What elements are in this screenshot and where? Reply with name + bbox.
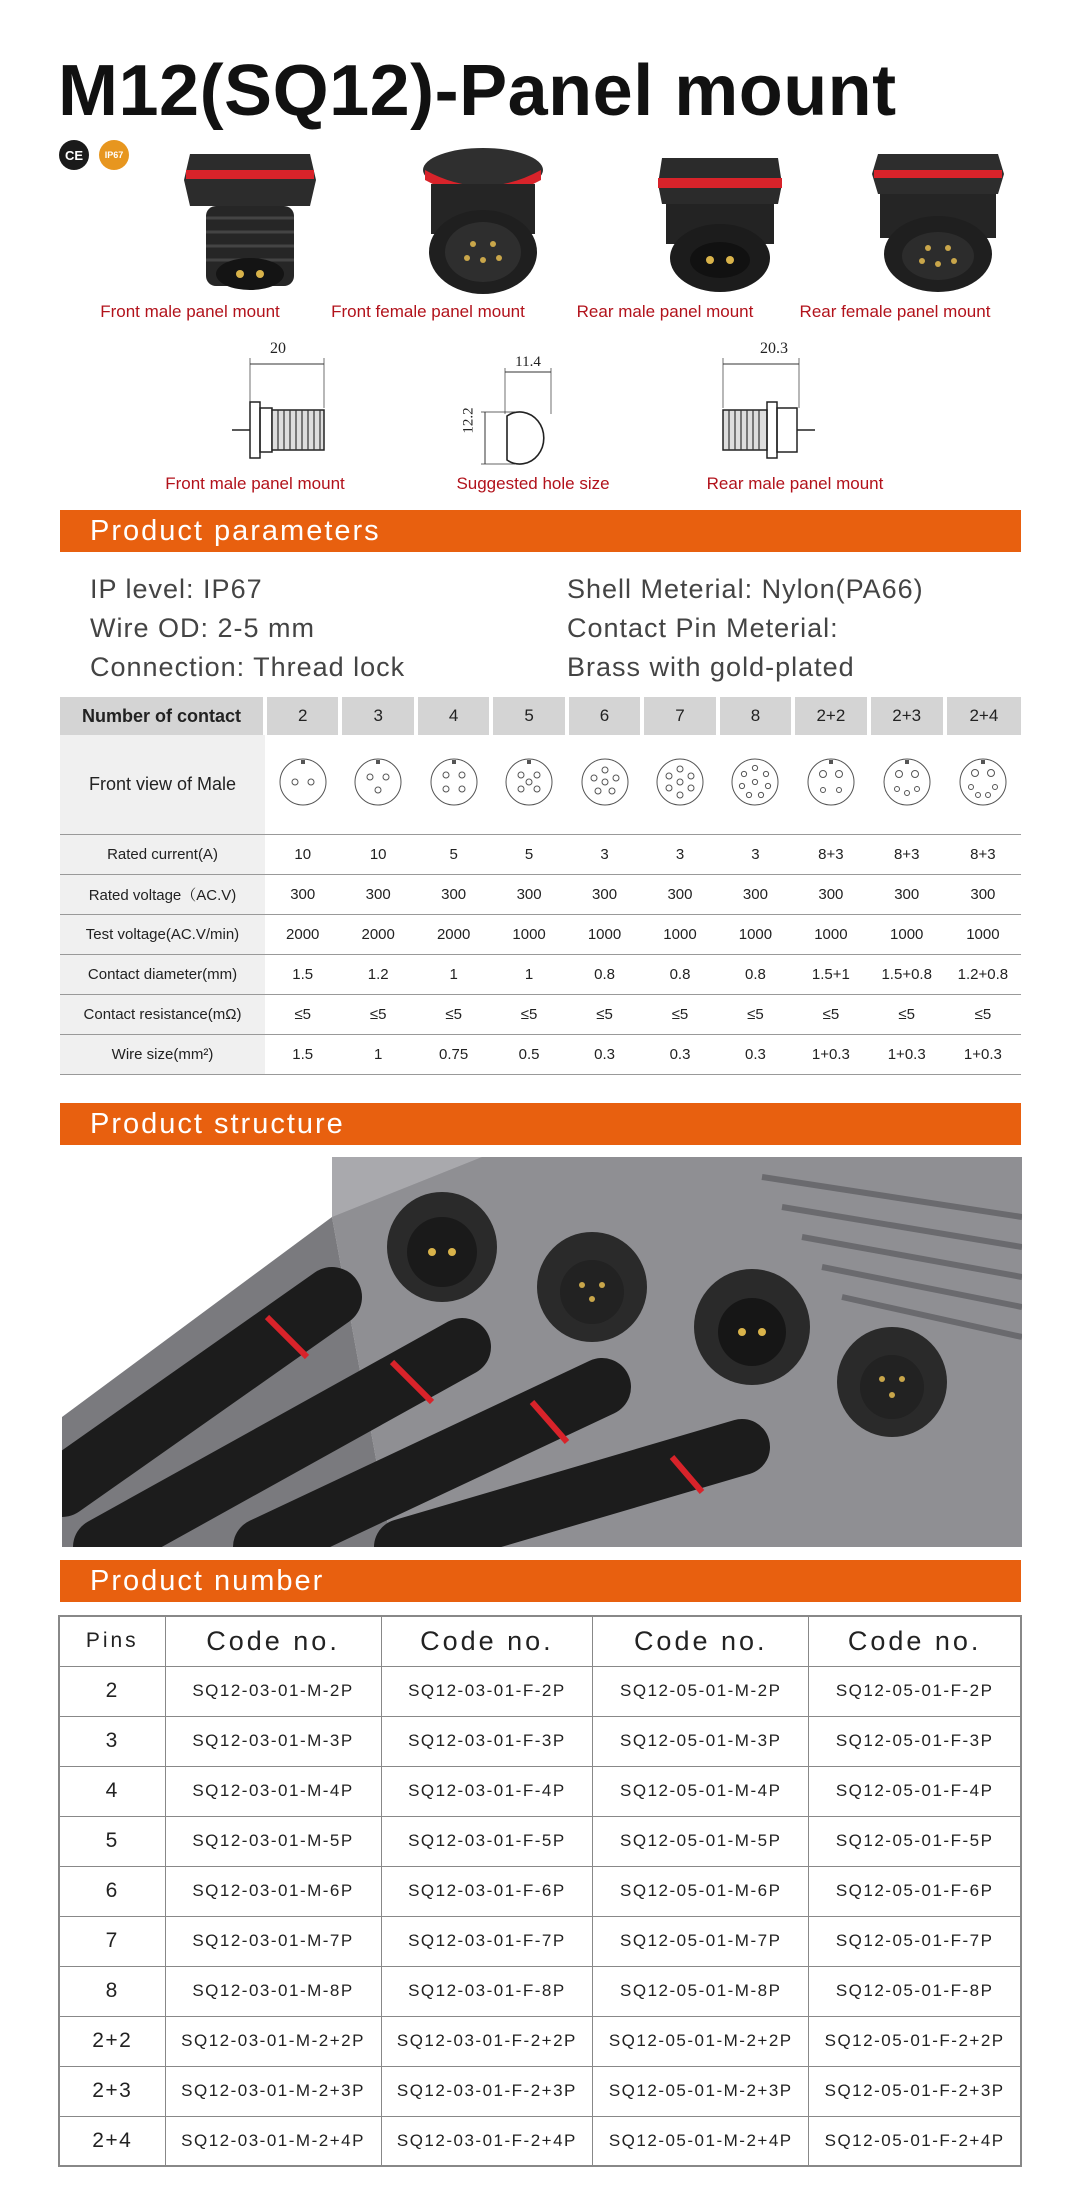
- code-cell: SQ12-03-01-M-6P: [165, 1866, 381, 1916]
- code-cell: SQ12-05-01-M-2+3P: [593, 2066, 809, 2116]
- code-cell: SQ12-05-01-F-2+2P: [809, 2016, 1021, 2066]
- spec-cell: 1000: [945, 914, 1021, 954]
- spec-cell: 1.5+1: [793, 954, 868, 994]
- spec-cell: ≤5: [793, 994, 868, 1034]
- table-row: [59, 1866, 1021, 1916]
- pin-layout-icon: [416, 735, 491, 834]
- pin-layout-icon: [642, 735, 717, 834]
- table-row: [59, 2016, 1021, 2066]
- caption-rear-female: Rear female panel mount: [799, 302, 991, 321]
- code-cell: SQ12-03-01-F-2+4P: [381, 2116, 593, 2166]
- spec-cell: ≤5: [491, 994, 566, 1034]
- code-cell: SQ12-05-01-F-2+4P: [809, 2116, 1021, 2166]
- spec-cell: 1: [491, 954, 566, 994]
- hole-height-label: 12.2: [460, 407, 477, 434]
- code-cell: SQ12-03-01-F-8P: [381, 1966, 593, 2016]
- spec-row: [60, 914, 1021, 954]
- product-structure-image: [62, 1157, 1022, 1547]
- pin-layout-icon: [567, 735, 642, 834]
- param-wire-od: Wire OD: 2-5 mm: [90, 613, 316, 643]
- table-row: [59, 2066, 1021, 2116]
- pin-count-cell: 7: [59, 1916, 165, 1966]
- pin-layout-icon: [265, 735, 340, 834]
- table-row: [59, 1816, 1021, 1866]
- product-parameters-heading: Product parameters: [60, 510, 1021, 552]
- front-male-panel-mount-image: [170, 140, 330, 300]
- spec-cell: 300: [567, 874, 642, 914]
- front-view-label: Front view of Male: [60, 735, 265, 834]
- spec-cell: 2000: [416, 914, 491, 954]
- code-cell: SQ12-03-01-F-7P: [381, 1916, 593, 1966]
- spec-cell: 0.3: [642, 1034, 717, 1074]
- code-header: Code no.: [381, 1616, 593, 1666]
- pin-layout-icon: [869, 735, 945, 834]
- spec-cell: 300: [945, 874, 1021, 914]
- code-cell: SQ12-03-01-F-6P: [381, 1866, 593, 1916]
- spec-cell: 8+3: [869, 834, 945, 874]
- table-row: [59, 1966, 1021, 2016]
- spec-row-label: Contact resistance(mΩ): [60, 994, 265, 1034]
- spec-cell: 300: [793, 874, 868, 914]
- pin-count-cell: 8: [59, 1966, 165, 2016]
- pin-count-cell: 3: [59, 1716, 165, 1766]
- ip67-badge: IP67: [99, 140, 129, 170]
- front-male-drawing: [222, 340, 332, 480]
- front-view-row: [60, 735, 1021, 834]
- spec-cell: ≤5: [945, 994, 1021, 1034]
- spec-header-row: [60, 697, 1021, 735]
- pin-layout-icon: [340, 735, 415, 834]
- spec-cell: 0.8: [718, 954, 793, 994]
- spec-cell: 10: [340, 834, 415, 874]
- spec-row: [60, 874, 1021, 914]
- spec-cell: 1.5: [265, 1034, 340, 1074]
- page-title: M12(SQ12)-Panel mount: [58, 51, 897, 131]
- code-cell: SQ12-05-01-M-8P: [593, 1966, 809, 2016]
- spec-cell: 3: [567, 834, 642, 874]
- spec-cell: 1000: [491, 914, 566, 954]
- pin-layout-icon: [945, 735, 1021, 834]
- product-structure-heading: Product structure: [60, 1103, 1021, 1145]
- table-row: [59, 2116, 1021, 2166]
- code-cell: SQ12-05-01-F-6P: [809, 1866, 1021, 1916]
- spec-cell: 8+3: [793, 834, 868, 874]
- spec-cell: 2000: [265, 914, 340, 954]
- contact-count: 6: [567, 697, 642, 735]
- caption-drawing-front-male: Front male panel mount: [165, 474, 345, 493]
- spec-cell: 10: [265, 834, 340, 874]
- contact-count: 5: [491, 697, 566, 735]
- contact-count: 7: [642, 697, 717, 735]
- pin-count-cell: 2: [59, 1666, 165, 1716]
- code-cell: SQ12-05-01-M-4P: [593, 1766, 809, 1816]
- spec-cell: 1+0.3: [869, 1034, 945, 1074]
- pin-count-cell: 6: [59, 1866, 165, 1916]
- spec-row-label: Wire size(mm²): [60, 1034, 265, 1074]
- code-cell: SQ12-05-01-M-3P: [593, 1716, 809, 1766]
- spec-cell: 8+3: [945, 834, 1021, 874]
- spec-cell: ≤5: [869, 994, 945, 1034]
- caption-front-male: Front male panel mount: [100, 302, 280, 321]
- spec-row: [60, 954, 1021, 994]
- spec-cell: 1.5: [265, 954, 340, 994]
- code-cell: SQ12-05-01-M-7P: [593, 1916, 809, 1966]
- spec-cell: ≤5: [340, 994, 415, 1034]
- pin-count-cell: 2+4: [59, 2116, 165, 2166]
- code-cell: SQ12-03-01-F-2+2P: [381, 2016, 593, 2066]
- code-cell: SQ12-05-01-F-4P: [809, 1766, 1021, 1816]
- code-cell: SQ12-03-01-M-2+4P: [165, 2116, 381, 2166]
- pin-count-cell: 5: [59, 1816, 165, 1866]
- code-cell: SQ12-03-01-M-8P: [165, 1966, 381, 2016]
- spec-cell: 300: [869, 874, 945, 914]
- code-cell: SQ12-05-01-M-2+4P: [593, 2116, 809, 2166]
- spec-cell: 1.5+0.8: [869, 954, 945, 994]
- spec-cell: 1: [416, 954, 491, 994]
- spec-cell: ≤5: [642, 994, 717, 1034]
- code-cell: SQ12-03-01-M-5P: [165, 1816, 381, 1866]
- spec-cell: 2000: [340, 914, 415, 954]
- code-cell: SQ12-05-01-M-5P: [593, 1816, 809, 1866]
- code-cell: SQ12-03-01-F-2P: [381, 1666, 593, 1716]
- spec-cell: 0.5: [491, 1034, 566, 1074]
- spec-cell: ≤5: [567, 994, 642, 1034]
- caption-rear-male: Rear male panel mount: [576, 302, 754, 321]
- code-cell: SQ12-03-01-M-2+3P: [165, 2066, 381, 2116]
- code-cell: SQ12-03-01-M-7P: [165, 1916, 381, 1966]
- ce-badge: CE: [59, 140, 89, 170]
- pin-count-cell: 4: [59, 1766, 165, 1816]
- hole-width-label: 11.4: [515, 354, 541, 370]
- pins-header: Pins: [59, 1616, 165, 1666]
- pin-count-cell: 2+3: [59, 2066, 165, 2116]
- spec-cell: 1000: [567, 914, 642, 954]
- caption-drawing-rear-male: Rear male panel mount: [706, 474, 884, 493]
- spec-cell: 0.3: [567, 1034, 642, 1074]
- pin-count-cell: 2+2: [59, 2016, 165, 2066]
- spec-cell: ≤5: [265, 994, 340, 1034]
- front-female-panel-mount-image: [403, 140, 563, 300]
- code-cell: SQ12-03-01-F-5P: [381, 1816, 593, 1866]
- spec-cell: 1.2+0.8: [945, 954, 1021, 994]
- code-header: Code no.: [165, 1616, 381, 1666]
- code-cell: SQ12-05-01-F-8P: [809, 1966, 1021, 2016]
- spec-table: [60, 697, 1021, 1075]
- contact-count: 3: [340, 697, 415, 735]
- code-cell: SQ12-05-01-M-2+2P: [593, 2016, 809, 2066]
- code-cell: SQ12-05-01-F-5P: [809, 1816, 1021, 1866]
- product-number-table: [58, 1615, 1022, 2167]
- table-row: [59, 1666, 1021, 1716]
- rear-female-panel-mount-image: [858, 140, 1018, 300]
- code-cell: SQ12-05-01-F-2P: [809, 1666, 1021, 1716]
- code-cell: SQ12-03-01-F-3P: [381, 1716, 593, 1766]
- spec-cell: 1000: [869, 914, 945, 954]
- spec-cell: 300: [718, 874, 793, 914]
- table-row: [59, 1766, 1021, 1816]
- spec-cell: 300: [265, 874, 340, 914]
- spec-cell: 1000: [793, 914, 868, 954]
- spec-cell: 1+0.3: [793, 1034, 868, 1074]
- spec-cell: 3: [718, 834, 793, 874]
- spec-row: [60, 834, 1021, 874]
- code-cell: SQ12-03-01-M-4P: [165, 1766, 381, 1816]
- spec-cell: ≤5: [416, 994, 491, 1034]
- param-connection: Connection: Thread lock: [90, 652, 406, 682]
- code-cell: SQ12-03-01-F-2+3P: [381, 2066, 593, 2116]
- spec-row: [60, 1034, 1021, 1074]
- rear-male-panel-mount-image: [640, 140, 800, 300]
- code-header: Code no.: [593, 1616, 809, 1666]
- contact-count: 2+4: [945, 697, 1021, 735]
- spec-header-label: Number of contact: [60, 697, 265, 735]
- spec-cell: 1000: [642, 914, 717, 954]
- spec-row: [60, 994, 1021, 1034]
- code-cell: SQ12-03-01-M-2+2P: [165, 2016, 381, 2066]
- spec-cell: 300: [642, 874, 717, 914]
- dimension-label: 20.3: [760, 340, 788, 357]
- param-shell-material: Shell Meterial: Nylon(PA66): [567, 574, 924, 604]
- rear-male-drawing: [715, 340, 825, 480]
- code-cell: SQ12-05-01-M-6P: [593, 1866, 809, 1916]
- spec-cell: 5: [491, 834, 566, 874]
- dimension-label: 20: [270, 340, 286, 357]
- code-cell: SQ12-05-01-F-3P: [809, 1716, 1021, 1766]
- caption-drawing-hole: Suggested hole size: [456, 474, 610, 493]
- hole-size-drawing: [455, 354, 575, 474]
- spec-cell: 3: [642, 834, 717, 874]
- pin-layout-icon: [793, 735, 868, 834]
- spec-cell: 0.8: [642, 954, 717, 994]
- spec-cell: 1000: [718, 914, 793, 954]
- pn-header-row: [59, 1616, 1021, 1666]
- contact-count: 2+2: [793, 697, 868, 735]
- param-contact-pin-plating: Brass with gold-plated: [567, 652, 855, 682]
- spec-cell: 1.2: [340, 954, 415, 994]
- spec-cell: 0.8: [567, 954, 642, 994]
- spec-row-label: Rated current(A): [60, 834, 265, 874]
- spec-row-label: Test voltage(AC.V/min): [60, 914, 265, 954]
- spec-row-label: Rated voltage（AC.V): [60, 874, 265, 914]
- contact-count: 4: [416, 697, 491, 735]
- code-cell: SQ12-03-01-M-2P: [165, 1666, 381, 1716]
- code-cell: SQ12-05-01-F-2+3P: [809, 2066, 1021, 2116]
- contact-count: 2: [265, 697, 340, 735]
- spec-cell: 5: [416, 834, 491, 874]
- pin-layout-icon: [718, 735, 793, 834]
- table-row: [59, 1716, 1021, 1766]
- param-ip-level: IP level: IP67: [90, 574, 263, 604]
- spec-cell: 300: [416, 874, 491, 914]
- table-row: [59, 1916, 1021, 1966]
- code-header: Code no.: [809, 1616, 1021, 1666]
- product-number-heading: Product number: [60, 1560, 1021, 1602]
- param-contact-pin-material: Contact Pin Meterial:: [567, 613, 839, 643]
- spec-cell: 1: [340, 1034, 415, 1074]
- code-cell: SQ12-03-01-F-4P: [381, 1766, 593, 1816]
- caption-front-female: Front female panel mount: [331, 302, 525, 321]
- code-cell: SQ12-05-01-M-2P: [593, 1666, 809, 1716]
- spec-cell: ≤5: [718, 994, 793, 1034]
- spec-cell: 0.75: [416, 1034, 491, 1074]
- pin-layout-icon: [491, 735, 566, 834]
- contact-count: 8: [718, 697, 793, 735]
- contact-count: 2+3: [869, 697, 945, 735]
- spec-cell: 300: [340, 874, 415, 914]
- spec-row-label: Contact diameter(mm): [60, 954, 265, 994]
- spec-cell: 0.3: [718, 1034, 793, 1074]
- spec-cell: 1+0.3: [945, 1034, 1021, 1074]
- code-cell: SQ12-05-01-F-7P: [809, 1916, 1021, 1966]
- spec-cell: 300: [491, 874, 566, 914]
- code-cell: SQ12-03-01-M-3P: [165, 1716, 381, 1766]
